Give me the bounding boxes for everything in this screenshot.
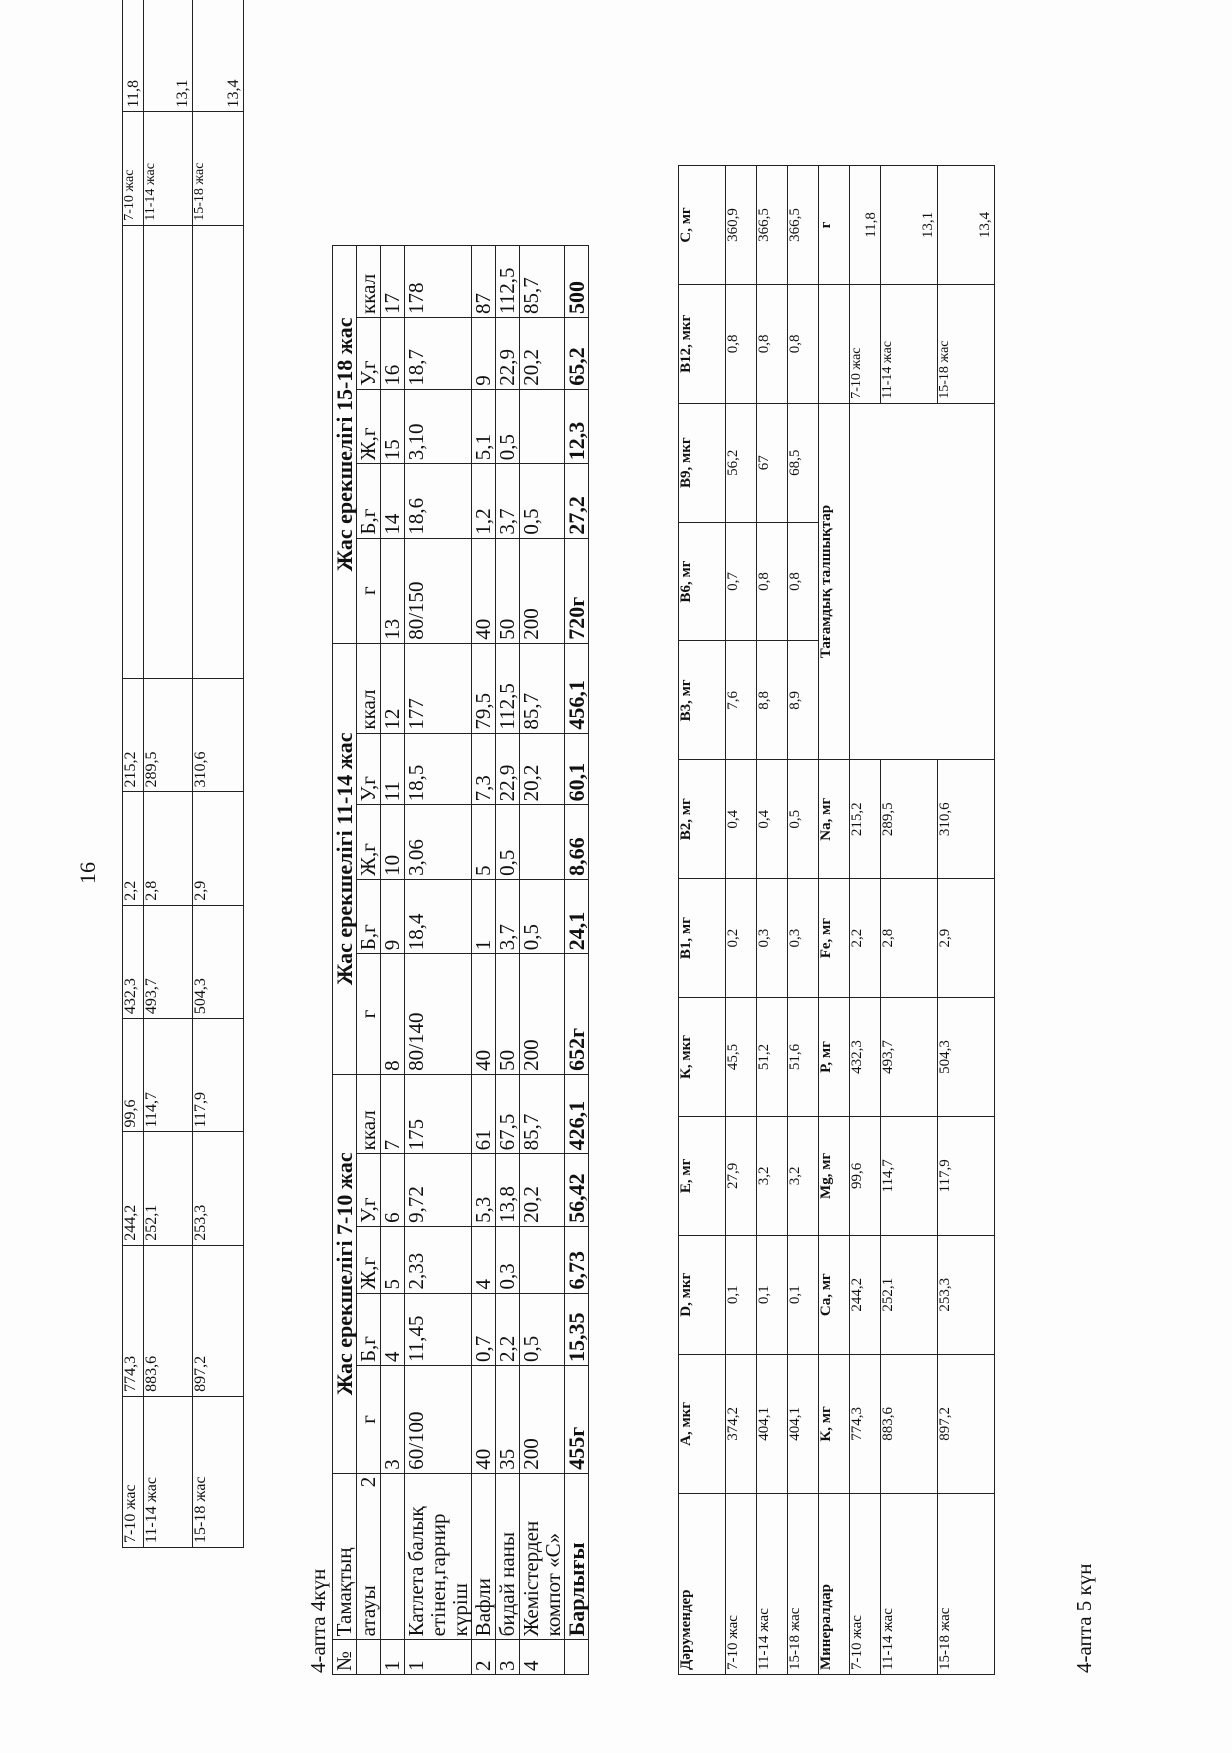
col-header: D, мкг: [679, 1235, 726, 1354]
cell: 56,2: [726, 403, 757, 522]
number-row: [381, 246, 405, 1675]
cell: 897,2: [938, 1354, 995, 1494]
cell: 12,3: [565, 389, 589, 463]
cell: 112,5: [496, 246, 520, 318]
col-header: В3, мг: [679, 641, 726, 760]
cell: 177: [405, 643, 472, 733]
fiber-value-cell: 13,4: [193, 0, 244, 112]
no-header: №: [333, 1640, 357, 1675]
cell: 0,2: [726, 879, 757, 998]
row-no: 3: [496, 1640, 520, 1675]
col-header: Р, мг: [819, 998, 850, 1117]
blank-cell: [193, 225, 244, 678]
cell: 253,3: [938, 1235, 995, 1354]
name-header: Тамақтың: [333, 1473, 357, 1640]
cell: 6,73: [565, 1226, 589, 1293]
cell: 3,7: [496, 879, 520, 953]
vitamins-minerals-table: [678, 165, 995, 1675]
age-cell: 7-10 жас: [123, 1396, 144, 1547]
col-header: Fe, мг: [819, 879, 850, 998]
ca-cell: 253,3: [193, 1132, 244, 1245]
col-kkal: ккал: [357, 643, 381, 733]
cell: 366,5: [757, 166, 788, 285]
cell: 45,5: [726, 998, 757, 1117]
cell: 652г: [565, 954, 589, 1075]
cell: 9: [472, 317, 496, 389]
fiber-value-cell: 13,1: [144, 0, 193, 112]
cell: 455г: [565, 1366, 589, 1474]
age-cell: 11-14 жас: [144, 1396, 193, 1547]
table-row: [938, 166, 995, 1675]
cell: 20,2: [520, 317, 565, 389]
blank-cell: [565, 1640, 589, 1675]
age-cell: 15-18 жас: [193, 1396, 244, 1547]
cell: 252,1: [881, 1235, 938, 1354]
col-b: Б,г: [357, 1293, 381, 1365]
cell: 0,5: [520, 464, 565, 538]
cell: 432,3: [850, 998, 881, 1117]
name-header-cont: [357, 1473, 381, 1640]
blank-cell: [123, 225, 144, 678]
col-header: В9, мкг: [679, 403, 726, 522]
day-caption: 4-апта 4күн: [306, 1568, 330, 1673]
cell: 3,2: [757, 1116, 788, 1235]
cell: 61: [472, 1074, 496, 1154]
col-number: 5: [381, 1226, 405, 1293]
cell: 2,33: [405, 1226, 472, 1293]
cell: 215,2: [850, 760, 881, 879]
cell: 0,5: [496, 389, 520, 463]
cell: 883,6: [881, 1354, 938, 1494]
col-header: К, мг: [819, 1354, 850, 1494]
cell: 85,7: [520, 246, 565, 318]
blank-cell: [850, 403, 995, 760]
cell: 1,2: [472, 464, 496, 538]
cell: 2,2: [496, 1293, 520, 1365]
cell: 3,7: [496, 464, 520, 538]
cell: 0,3: [496, 1226, 520, 1293]
cell: 0,4: [757, 760, 788, 879]
cell: 0,5: [496, 805, 520, 879]
cell: 493,7: [881, 998, 938, 1117]
col-number: 4: [381, 1293, 405, 1365]
cell: 114,7: [881, 1116, 938, 1235]
k-cell: 897,2: [193, 1245, 244, 1396]
cell: [520, 1226, 565, 1293]
blank-cell: [819, 284, 850, 403]
cell: 18,4: [405, 879, 472, 953]
cell: 0,8: [788, 284, 819, 403]
group-11-14-header: Жас ерекшелігі 11-14 жас: [333, 643, 357, 1074]
cell: 13,8: [496, 1154, 520, 1226]
col-number: 13: [381, 538, 405, 643]
cell: 720г: [565, 538, 589, 643]
cell: 22,9: [496, 317, 520, 389]
fiber-value-cell: 13,4: [938, 166, 995, 285]
mg-cell: 99,6: [123, 1019, 144, 1132]
table-row: [520, 246, 565, 1675]
col-number: 12: [381, 643, 405, 733]
p-cell: 504,3: [193, 905, 244, 1018]
col-number: 9: [381, 879, 405, 953]
vitamins-header-row: [679, 166, 726, 1675]
col-u: У,г: [357, 1154, 381, 1226]
row-no: 1: [405, 1640, 472, 1675]
group-15-18-header: Жас ерекшелігі 15-18 жас: [333, 246, 357, 644]
table-row: [405, 246, 472, 1675]
cell: 22,9: [496, 733, 520, 805]
p-cell: 432,3: [123, 905, 144, 1018]
cell: [520, 389, 565, 463]
fiber-value-cell: 11,8: [850, 166, 881, 285]
col-g: г: [357, 538, 381, 643]
cell: 15,35: [565, 1293, 589, 1365]
cell: 35: [496, 1366, 520, 1474]
cell: 500: [565, 246, 589, 318]
cell: 504,3: [938, 998, 995, 1117]
cell: 244,2: [850, 1235, 881, 1354]
fiber-value-cell: 13,1: [881, 166, 938, 285]
cell: 774,3: [850, 1354, 881, 1494]
cell: 80/140: [405, 954, 472, 1075]
col-number: 11: [381, 733, 405, 805]
p-cell: 493,7: [144, 905, 193, 1018]
cell: 3,2: [788, 1116, 819, 1235]
cell: 50: [496, 538, 520, 643]
sub-age-cell: 11-14 жас: [144, 112, 193, 225]
mg-cell: 117,9: [193, 1019, 244, 1132]
row-no: 2: [472, 1640, 496, 1675]
cell: 289,5: [881, 760, 938, 879]
cell: 360,9: [726, 166, 757, 285]
col-kkal: ккал: [357, 1074, 381, 1154]
blank-cell: [357, 1640, 381, 1675]
cell: 18,6: [405, 464, 472, 538]
group-7-10-header: Жас ерекшелігі 7-10 жас: [333, 1074, 357, 1473]
header-row: [333, 246, 357, 1675]
col-number: 1: [381, 1640, 405, 1675]
cell: 404,1: [757, 1354, 788, 1494]
cell: 426,1: [565, 1074, 589, 1154]
cell: 8,8: [757, 641, 788, 760]
cell: [520, 805, 565, 879]
cell: 404,1: [788, 1354, 819, 1494]
cell: 0,8: [726, 284, 757, 403]
cell: 366,5: [788, 166, 819, 285]
cell: 456,1: [565, 643, 589, 733]
next-day-caption: 4-апта 5 күн: [1072, 1563, 1096, 1673]
col-number: 6: [381, 1154, 405, 1226]
sub-age-cell: 7-10 жас: [123, 112, 144, 225]
col-header: А, мкг: [679, 1354, 726, 1494]
cell: 0,3: [757, 879, 788, 998]
col-header: Са, мг: [819, 1235, 850, 1354]
col-number: 3: [381, 1366, 405, 1474]
col-number: 15: [381, 389, 405, 463]
total-label: Барлығы: [565, 1473, 589, 1640]
col-header: Мg, мг: [819, 1116, 850, 1235]
table-row: [788, 166, 819, 1675]
col-header: В2, мг: [679, 760, 726, 879]
vitamins-header: Дәрумендер: [679, 1494, 726, 1675]
table-row: [193, 0, 244, 1548]
sub-age-cell: 15-18 жас: [938, 284, 995, 403]
cell: 0,3: [788, 879, 819, 998]
cell: 0,8: [757, 284, 788, 403]
col-zh: Ж,г: [357, 389, 381, 463]
cell: 310,6: [938, 760, 995, 879]
cell: 18,7: [405, 317, 472, 389]
col-header: К, мкг: [679, 998, 726, 1117]
col-number: 17: [381, 246, 405, 318]
subheader-row: [357, 246, 381, 1675]
cell: 24,1: [565, 879, 589, 953]
cell: 0,4: [726, 760, 757, 879]
age-cell: 7-10 жас: [850, 1494, 881, 1675]
cell: 178: [405, 246, 472, 318]
dish-name: бидай наны: [496, 1473, 520, 1640]
row-no: 4: [520, 1640, 565, 1675]
dish-name: Вафли: [472, 1473, 496, 1640]
col-number: 10: [381, 805, 405, 879]
col-header: В6, мг: [679, 522, 726, 641]
cell: 0,5: [788, 760, 819, 879]
cell: 18,5: [405, 733, 472, 805]
menu-table: [332, 245, 589, 1675]
cell: 51,2: [757, 998, 788, 1117]
cell: 374,2: [726, 1354, 757, 1494]
minerals-header-row: [819, 166, 850, 1675]
col-zh: Ж,г: [357, 805, 381, 879]
cell: 5,3: [472, 1154, 496, 1226]
table-row: [144, 0, 193, 1548]
col-g: г: [357, 954, 381, 1075]
cell: 51,6: [788, 998, 819, 1117]
table-row: [881, 166, 938, 1675]
fiber-header: Тағамдық талшықтар: [819, 403, 850, 760]
col-number: 16: [381, 317, 405, 389]
cell: 0,8: [788, 522, 819, 641]
age-cell: 11-14 жас: [757, 1494, 788, 1675]
age-cell: 7-10 жас: [726, 1494, 757, 1675]
ca-cell: 252,1: [144, 1132, 193, 1245]
col-header: Е, мг: [679, 1116, 726, 1235]
cell: 5: [472, 805, 496, 879]
cell: 99,6: [850, 1116, 881, 1235]
minerals-header: Минералдар: [819, 1494, 850, 1675]
cell: 60,1: [565, 733, 589, 805]
col-number: 7: [381, 1074, 405, 1154]
fe-cell: 2,8: [144, 792, 193, 905]
dish-name: Катлета балық етінен,гарнир күріш: [405, 1473, 472, 1640]
cell: 0,5: [520, 1293, 565, 1365]
col-u: У,г: [357, 733, 381, 805]
na-cell: 289,5: [144, 679, 193, 792]
cell: 11,45: [405, 1293, 472, 1365]
cell: 3,06: [405, 805, 472, 879]
table-row: [850, 166, 881, 1675]
cell: 7,6: [726, 641, 757, 760]
cell: 112,5: [496, 643, 520, 733]
blank-cell: [381, 1473, 405, 1640]
cell: 0,8: [757, 522, 788, 641]
cell: 40: [472, 538, 496, 643]
fiber-value-cell: 11,8: [123, 0, 144, 112]
col-u: У,г: [357, 317, 381, 389]
cell: 0,5: [520, 879, 565, 953]
sub-age-cell: 11-14 жас: [881, 284, 938, 403]
cell: 7,3: [472, 733, 496, 805]
cell: 67,5: [496, 1074, 520, 1154]
cell: 87: [472, 246, 496, 318]
cell: 175: [405, 1074, 472, 1154]
col-header: В1, мг: [679, 879, 726, 998]
k-cell: 883,6: [144, 1245, 193, 1396]
col-header: С, мг: [679, 166, 726, 285]
cell: 8,66: [565, 805, 589, 879]
cell: 0,1: [726, 1235, 757, 1354]
table-row: [123, 0, 144, 1548]
dish-name: Жемістерден компот «С»: [520, 1473, 565, 1640]
cell: 5,1: [472, 389, 496, 463]
col-header: Na, мг: [819, 760, 850, 879]
col-b: Б,г: [357, 879, 381, 953]
cell: 200: [520, 954, 565, 1075]
col-header: В12, мкг: [679, 284, 726, 403]
cell: 79,5: [472, 643, 496, 733]
age-cell: 15-18 жас: [788, 1494, 819, 1675]
cell: 200: [520, 538, 565, 643]
table-row: [496, 246, 520, 1675]
age-cell: 11-14 жас: [881, 1494, 938, 1675]
cell: 68,5: [788, 403, 819, 522]
table-row: [472, 246, 496, 1675]
cell: 20,2: [520, 733, 565, 805]
cell: 27,2: [565, 464, 589, 538]
cell: 3,10: [405, 389, 472, 463]
sub-age-cell: 15-18 жас: [193, 112, 244, 225]
age-cell: 15-18 жас: [938, 1494, 995, 1675]
cell: 27,9: [726, 1116, 757, 1235]
name-header-2: атауы: [356, 1585, 381, 1637]
cell: 85,7: [520, 643, 565, 733]
blank-cell: [144, 225, 193, 678]
cell: 65,2: [565, 317, 589, 389]
ca-cell: 244,2: [123, 1132, 144, 1245]
cell: 2,9: [938, 879, 995, 998]
cell: 56,42: [565, 1154, 589, 1226]
cell: 117,9: [938, 1116, 995, 1235]
cell: 200: [520, 1366, 565, 1474]
page-number: 16: [75, 862, 100, 884]
total-row: [565, 246, 589, 1675]
col-number: 8: [381, 954, 405, 1075]
col-number: 2: [356, 1476, 381, 1488]
cell: 0,1: [788, 1235, 819, 1354]
col-b: Б,г: [357, 464, 381, 538]
col-zh: Ж,г: [357, 1226, 381, 1293]
cell: 1: [472, 879, 496, 953]
cell: 40: [472, 1366, 496, 1474]
cell: 4: [472, 1226, 496, 1293]
minerals-continuation-table: [122, 0, 244, 1548]
cell: 80/150: [405, 538, 472, 643]
col-kkal: ккал: [357, 246, 381, 318]
cell: 2,2: [850, 879, 881, 998]
cell: 67: [757, 403, 788, 522]
cell: 60/100: [405, 1366, 472, 1474]
cell: 40: [472, 954, 496, 1075]
mg-cell: 114,7: [144, 1019, 193, 1132]
cell: 2,8: [881, 879, 938, 998]
cell: 50: [496, 954, 520, 1075]
cell: 0,7: [726, 522, 757, 641]
fe-cell: 2,2: [123, 792, 144, 905]
cell: 0,7: [472, 1293, 496, 1365]
cell: 8,9: [788, 641, 819, 760]
col-header: г: [819, 166, 850, 285]
na-cell: 310,6: [193, 679, 244, 792]
cell: 85,7: [520, 1074, 565, 1154]
na-cell: 215,2: [123, 679, 144, 792]
cell: 20,2: [520, 1154, 565, 1226]
k-cell: 774,3: [123, 1245, 144, 1396]
table-row: [757, 166, 788, 1675]
cell: 0,1: [757, 1235, 788, 1354]
table-row: [726, 166, 757, 1675]
col-number: 14: [381, 464, 405, 538]
cell: 9,72: [405, 1154, 472, 1226]
sub-age-cell: 7-10 жас: [850, 284, 881, 403]
col-g: г: [357, 1366, 381, 1474]
fe-cell: 2,9: [193, 792, 244, 905]
